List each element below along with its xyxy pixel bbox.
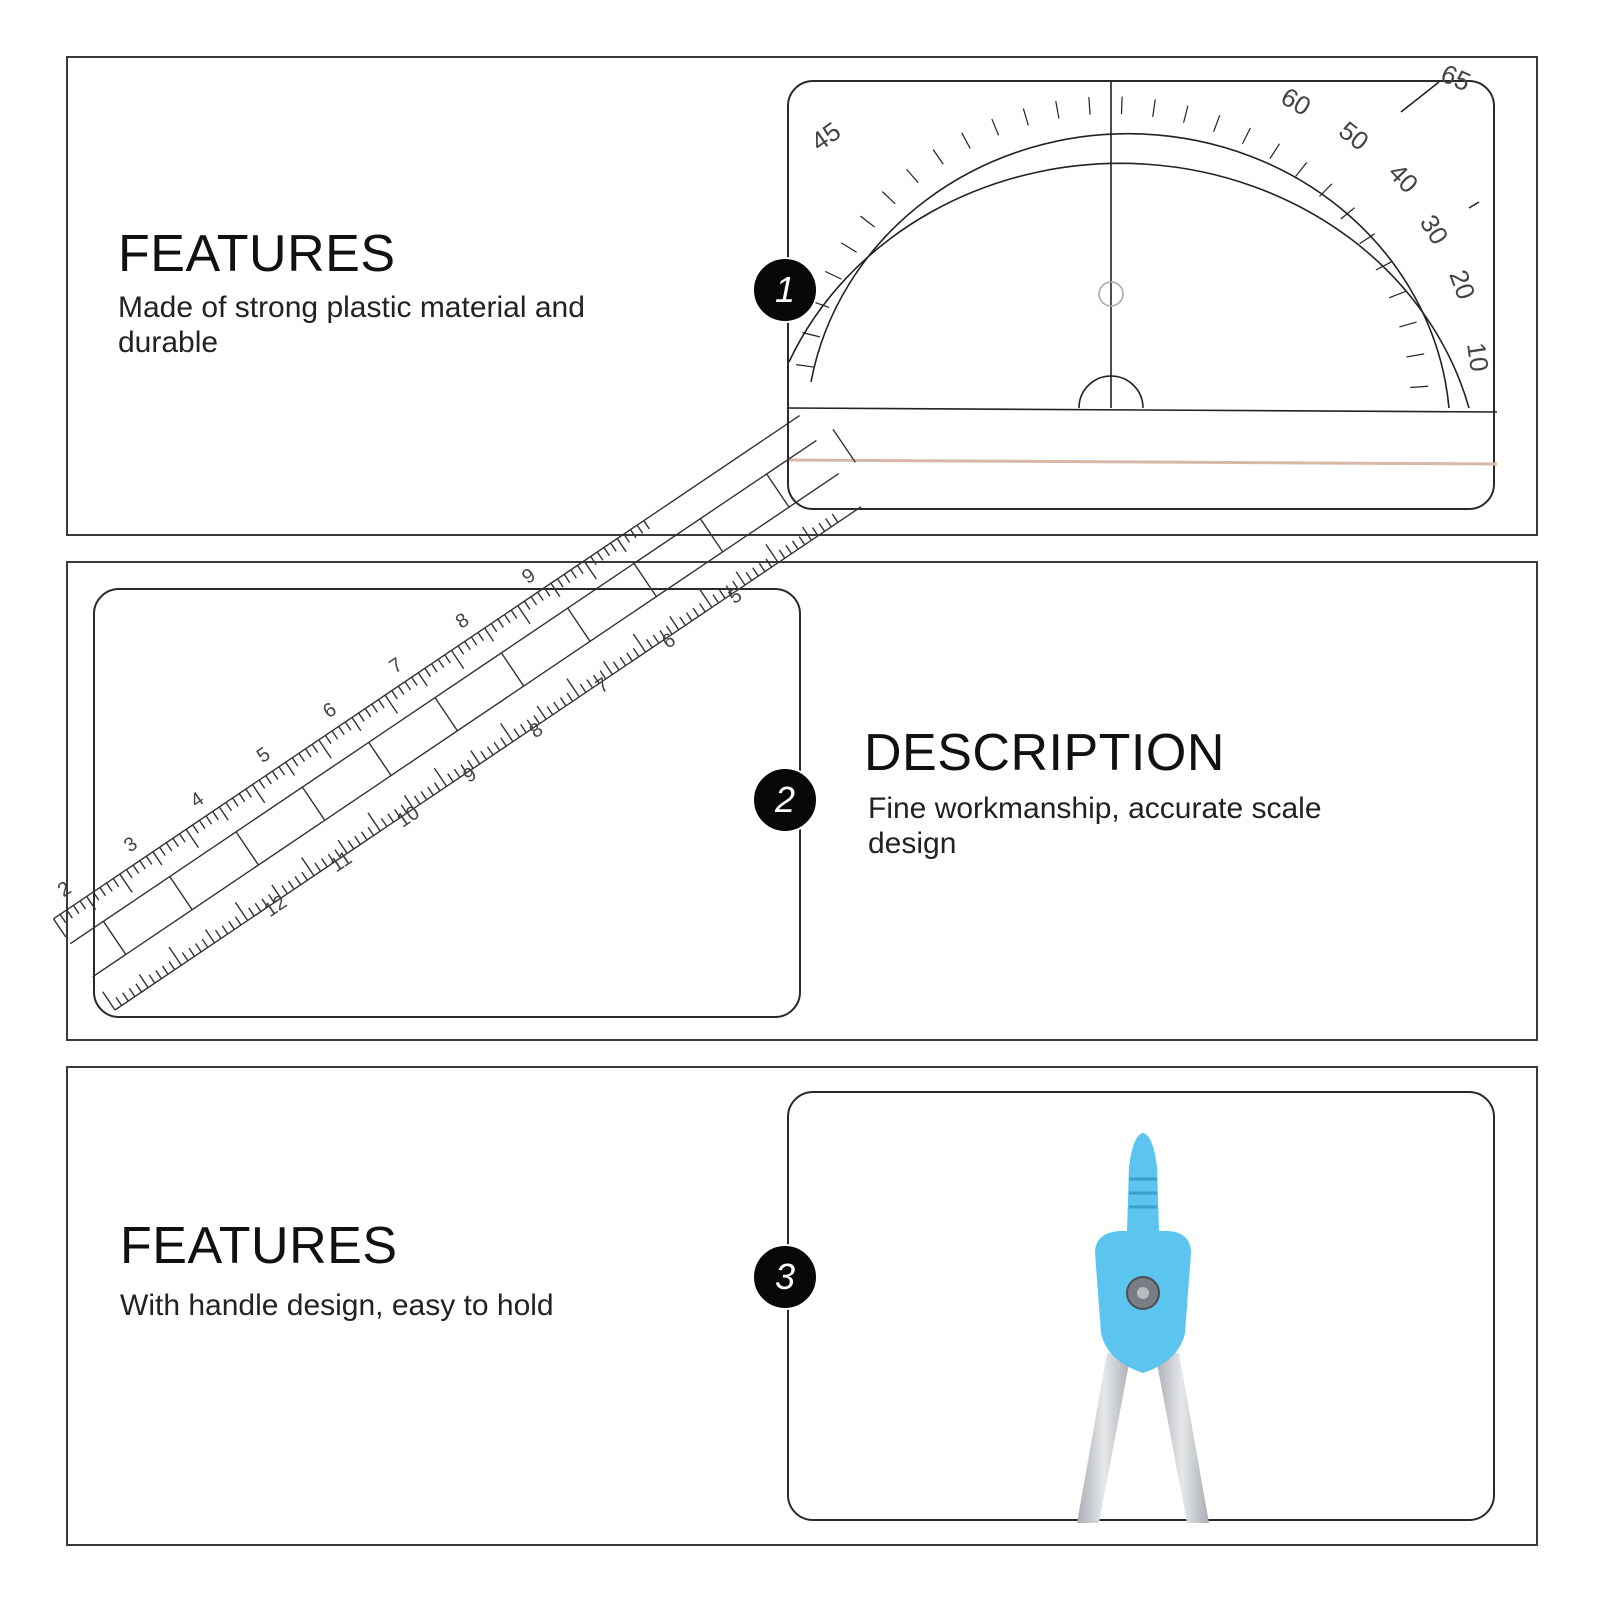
- ruler-tick-bottom: [613, 662, 619, 670]
- step-badge-3: 3: [752, 1244, 818, 1310]
- ruler-tick-bottom: [481, 751, 487, 759]
- ruler-tick-bottom: [514, 729, 520, 737]
- protractor-tick: [1184, 106, 1188, 123]
- ruler-tick-top: [392, 691, 398, 699]
- protractor-tick: [1089, 97, 1090, 115]
- ruler-tick-top: [113, 879, 119, 887]
- ruler-tick-top: [339, 726, 345, 734]
- ruler-tick-bottom: [123, 993, 129, 1001]
- protractor-base-line: [789, 408, 1497, 412]
- ruler-tick-bottom: [302, 872, 308, 880]
- ruler-tick-bottom: [169, 947, 181, 965]
- ruler-tick-bottom: [169, 961, 175, 969]
- protractor-label-40: 40: [1382, 157, 1425, 199]
- ruler-tick-top: [133, 865, 139, 873]
- ruler-tick-bottom: [156, 970, 162, 978]
- ruler-tick-top: [332, 731, 338, 739]
- protractor-label-60: 60: [1276, 81, 1317, 122]
- ruler-tick-bottom: [235, 917, 241, 925]
- ruler-tick-top: [186, 829, 198, 847]
- ruler-tick-top: [292, 758, 298, 766]
- ruler-tick-bottom: [139, 974, 148, 987]
- ruler-tick-top: [100, 887, 106, 895]
- ruler-tick-top: [352, 717, 361, 730]
- ruler-tick-bottom: [713, 595, 719, 603]
- ruler-tick-top: [418, 673, 427, 686]
- ruler-tick-bottom: [355, 836, 361, 844]
- ruler-box-divider: [568, 608, 590, 641]
- ruler-tick-top: [246, 789, 252, 797]
- ruler-tick-top: [617, 539, 626, 552]
- ruler-lower-10: 10: [392, 801, 424, 833]
- panel-1-heading: FEATURES: [118, 225, 396, 283]
- ruler-tick-top: [571, 570, 577, 578]
- ruler-tick-top: [471, 637, 477, 645]
- ruler-tick-bottom: [633, 634, 645, 652]
- ruler-tick-top: [126, 870, 132, 878]
- ruler-tick-bottom: [103, 992, 115, 1010]
- ruler-tick-bottom: [501, 738, 507, 746]
- ruler-tick-top: [213, 811, 219, 819]
- ruler-box-divider: [435, 698, 457, 731]
- ruler-tick-bottom: [766, 559, 772, 567]
- ruler-tick-bottom: [793, 541, 799, 549]
- ruler-tick-top: [199, 820, 205, 828]
- ruler-tick-bottom: [368, 827, 374, 835]
- ruler-tick-top: [412, 677, 418, 685]
- ruler-tick-top: [107, 883, 113, 891]
- ruler-tick-bottom: [361, 832, 367, 840]
- protractor-tick: [933, 150, 943, 165]
- ruler-tick-top: [53, 919, 65, 937]
- ruler-tick-top: [398, 686, 404, 694]
- ruler-tick-top: [286, 762, 295, 775]
- ruler-tick-top: [180, 834, 186, 842]
- protractor-image: [787, 58, 1495, 510]
- ruler-tick-top: [219, 807, 228, 820]
- ruler-tick-top: [146, 856, 152, 864]
- ruler-tick-bottom: [189, 948, 195, 956]
- ruler-tick-top: [173, 838, 179, 846]
- ruler-tick-top: [312, 744, 318, 752]
- ruler-tick-top: [538, 592, 544, 600]
- protractor-label-30: 30: [1413, 209, 1455, 250]
- ruler-num-5: 5: [252, 743, 275, 768]
- ruler-tick-top: [518, 606, 530, 624]
- ruler-tick-top: [80, 901, 86, 909]
- ruler-tick-top: [405, 682, 411, 690]
- protractor-tick: [1410, 386, 1428, 387]
- ruler-tick-top: [272, 771, 278, 779]
- ruler-tick-top: [577, 565, 583, 573]
- ruler-tick-bottom: [501, 723, 513, 741]
- ruler-tick-top: [266, 776, 272, 784]
- ruler-tick-top: [378, 700, 384, 708]
- compass-leg-left: [1077, 1353, 1131, 1523]
- ruler-tick-bottom: [434, 783, 440, 791]
- protractor-tick: [1023, 108, 1028, 125]
- ruler-tick-top: [60, 914, 66, 922]
- protractor-tick: [1153, 99, 1156, 116]
- ruler-tick-top: [372, 704, 378, 712]
- ruler-tick-bottom: [421, 791, 427, 799]
- ruler-tick-top: [491, 624, 497, 632]
- ruler-tick-top: [385, 695, 397, 713]
- ruler-tick-bottom: [494, 742, 500, 750]
- ruler-tick-bottom: [736, 572, 745, 585]
- ruler-tick-bottom: [627, 653, 633, 661]
- ruler-lower-9: 9: [459, 763, 481, 788]
- ruler-tick-top: [584, 561, 596, 579]
- ruler-tick-bottom: [487, 747, 493, 755]
- ruler-tick-bottom: [759, 563, 765, 571]
- ruler-tick-bottom: [129, 988, 135, 996]
- protractor-tick: [1056, 101, 1059, 118]
- ruler-tick-bottom: [149, 975, 155, 983]
- ruler-tick-bottom: [282, 885, 288, 893]
- ruler-tick-top: [345, 722, 351, 730]
- protractor-tick: [1319, 184, 1332, 197]
- ruler-tick-bottom: [216, 930, 222, 938]
- ruler-tick-bottom: [428, 787, 434, 795]
- ruler-tick-top: [252, 785, 264, 803]
- protractor-inner-arc: [811, 134, 1449, 408]
- ruler-tick-top: [465, 641, 471, 649]
- ruler-box-divider: [236, 832, 258, 865]
- ruler-tick-top: [445, 655, 451, 663]
- ruler-tick-bottom: [202, 939, 208, 947]
- protractor-tick: [1399, 322, 1416, 327]
- ruler-tick-top: [306, 749, 312, 757]
- ruler-ticks-top: [53, 521, 656, 937]
- ruler-num-4: 4: [186, 787, 209, 813]
- feature-panel-2: [53, 561, 1538, 1041]
- ruler-tick-bottom: [348, 841, 354, 849]
- ruler-num-3: 3: [120, 832, 142, 858]
- ruler-tick-bottom: [633, 648, 639, 656]
- protractor-tick: [907, 169, 919, 183]
- ruler-tick-top: [478, 632, 484, 640]
- panel-3-heading: FEATURES: [120, 1217, 398, 1275]
- ruler-box-divider: [170, 877, 192, 910]
- panel-2-text: Fine workmanship, accurate scale design: [868, 792, 1322, 860]
- ruler-tick-bottom: [315, 863, 321, 871]
- ruler-tick-top: [604, 548, 610, 556]
- ruler-tick-bottom: [288, 881, 294, 889]
- ruler-tick-top: [140, 861, 146, 869]
- ruler-tick-bottom: [680, 617, 686, 625]
- ruler-tick-top: [504, 615, 510, 623]
- ruler-tick-bottom: [368, 813, 380, 831]
- ruler-tick-bottom: [620, 657, 626, 665]
- ruler-tick-top: [432, 664, 438, 672]
- ruler-tick-top: [67, 910, 73, 918]
- ruler-tick-top: [93, 892, 99, 900]
- ruler-tick-top: [325, 735, 331, 743]
- protractor-label-45: 45: [805, 115, 847, 157]
- protractor-label-10: 10: [1461, 340, 1495, 374]
- protractor-tick: [882, 192, 895, 204]
- ruler-box-divider: [103, 921, 125, 954]
- panel-2-heading: DESCRIPTION: [864, 724, 1225, 782]
- ruler-tick-bottom: [136, 984, 142, 992]
- ruler-tick-bottom: [603, 661, 612, 674]
- ruler-tick-top: [591, 556, 597, 564]
- ruler-tick-bottom: [766, 544, 778, 562]
- protractor-tick: [1243, 128, 1251, 144]
- protractor-tick: [1296, 162, 1307, 176]
- ruler-num-8: 8: [451, 608, 474, 634]
- ruler-tick-bottom: [249, 908, 255, 916]
- ruler-num-7: 7: [385, 653, 407, 679]
- ruler-box-divider: [369, 742, 391, 775]
- ruler-tick-bottom: [196, 944, 202, 952]
- ruler-tick-bottom: [547, 706, 553, 714]
- protractor-tick: [841, 243, 856, 252]
- ruler-tick-top: [365, 709, 371, 717]
- ruler-tick-bottom: [229, 921, 235, 929]
- ruler-tick-bottom: [560, 698, 566, 706]
- ruler-tick-top: [498, 619, 504, 627]
- ruler-tick-bottom: [746, 572, 752, 580]
- ruler-tick-bottom: [222, 926, 228, 934]
- ruler-tick-bottom: [182, 953, 188, 961]
- ruler-lower-11: 11: [326, 847, 357, 878]
- ruler-tick-bottom: [162, 966, 168, 974]
- ruler-lower-6: 6: [658, 628, 680, 654]
- protractor-tick: [1121, 97, 1122, 115]
- ruler-tick-top: [551, 583, 560, 596]
- ruler-tick-top: [597, 552, 603, 560]
- panel-1-text: Made of strong plastic material and durable: [118, 291, 585, 359]
- ruler-box-divider: [302, 787, 324, 820]
- ruler-tick-bottom: [567, 693, 573, 701]
- protractor-label-20: 20: [1443, 265, 1482, 304]
- protractor-label-50: 50: [1333, 115, 1375, 157]
- ruler-tick-top: [531, 597, 537, 605]
- ruler-tick-top: [279, 767, 285, 775]
- ruler-tick-bottom: [116, 997, 122, 1005]
- ruler-tick-bottom: [700, 589, 712, 607]
- compass-handle: [1127, 1133, 1159, 1231]
- ruler-tick-top: [193, 825, 199, 833]
- ruler-tick-top: [438, 659, 444, 667]
- ruler-tick-bottom: [448, 774, 454, 782]
- protractor-tick: [1389, 291, 1406, 298]
- ruler-tick-bottom: [686, 613, 692, 621]
- ruler-tick-bottom: [414, 796, 420, 804]
- ruler-tick-top: [458, 646, 464, 654]
- ruler-tick-top: [160, 847, 166, 855]
- ruler-illustration: [53, 564, 803, 1020]
- ruler-lower-8: 8: [525, 718, 548, 743]
- protractor-tick: [1214, 115, 1220, 132]
- ruler-tick-top: [299, 753, 305, 761]
- ruler-lower-7: 7: [591, 673, 614, 699]
- ruler-tick-top: [564, 574, 570, 582]
- ruler-tick-top: [153, 852, 162, 865]
- feature-panel-3: [66, 1066, 1538, 1546]
- ruler-tick-bottom: [206, 930, 215, 943]
- ruler-tick-top: [511, 610, 517, 618]
- ruler-tick-top: [319, 740, 331, 758]
- ruler-tick-bottom: [700, 604, 706, 612]
- ruler-tick-top: [87, 896, 96, 909]
- protractor-tick: [1270, 144, 1280, 159]
- protractor-tick: [860, 216, 874, 227]
- ruler-tick-bottom: [471, 751, 480, 764]
- ruler-tick-bottom: [567, 679, 579, 697]
- ruler-tick-bottom: [670, 616, 679, 629]
- ruler-lower-12: 12: [260, 891, 292, 922]
- ruler-tick-bottom: [381, 818, 387, 826]
- ruler-tick-bottom: [434, 768, 446, 786]
- ruler-tick-bottom: [295, 876, 301, 884]
- compass-image: [787, 1091, 1495, 1521]
- ruler-tick-top: [73, 905, 79, 913]
- protractor-label-65: 65: [1436, 58, 1476, 98]
- ruler-tick-top: [558, 579, 564, 587]
- ruler-tick-top: [239, 794, 245, 802]
- ruler-tick-bottom: [753, 568, 759, 576]
- ruler-tick-top: [451, 650, 463, 668]
- ruler-tick-bottom: [779, 550, 785, 558]
- compass-illustration: [789, 1093, 1497, 1523]
- step-badge-2: 2: [752, 767, 818, 833]
- ruler-tick-top: [120, 874, 132, 892]
- ruler-tick-top: [524, 601, 530, 609]
- protractor-tick: [825, 271, 841, 279]
- ruler-lower-5: 5: [724, 584, 747, 609]
- step-badge-1: 1: [752, 257, 818, 323]
- protractor-bottom-edge: [789, 460, 1497, 464]
- ruler-num-2: 2: [53, 877, 76, 902]
- ruler-tick-bottom: [693, 608, 699, 616]
- compass-leg-right: [1155, 1353, 1209, 1523]
- ruler-tick-top: [226, 802, 232, 810]
- protractor-illustration: [789, 58, 1497, 512]
- ruler-num-6: 6: [319, 698, 341, 723]
- ruler-tick-bottom: [302, 858, 314, 876]
- ruler-tick-top: [611, 543, 617, 551]
- ruler-box-divider: [501, 653, 523, 686]
- ruler-tick-top: [359, 713, 365, 721]
- protractor-tick: [962, 133, 970, 149]
- protractor-tick: [802, 333, 819, 337]
- ruler-image: [53, 564, 801, 1018]
- ruler-tick-bottom: [554, 702, 560, 710]
- ruler-box-divider: [634, 563, 656, 596]
- ruler-tick-top: [166, 843, 172, 851]
- ruler-tick-bottom: [799, 536, 805, 544]
- feature-panel-1: [66, 56, 1538, 536]
- ruler-tick-bottom: [647, 639, 653, 647]
- protractor-ticks: [796, 97, 1428, 388]
- ruler-tick-top: [259, 780, 265, 788]
- ruler-tick-bottom: [537, 706, 546, 719]
- protractor-tick: [1406, 354, 1424, 357]
- ruler-tick-top: [425, 668, 431, 676]
- ruler-tick-bottom: [580, 684, 586, 692]
- ruler-tick-bottom: [786, 545, 792, 553]
- protractor-tick: [992, 119, 999, 135]
- ruler-tick-top: [233, 798, 239, 806]
- protractor-tick: [796, 365, 814, 367]
- ruler-tick-top: [485, 628, 494, 641]
- ruler-tick-top: [206, 816, 212, 824]
- panel-3-text: With handle design, easy to hold: [120, 1289, 554, 1322]
- ruler-num-9: 9: [518, 564, 540, 589]
- ruler-ticks-bottom: [103, 504, 838, 1010]
- ruler-tick-bottom: [235, 902, 247, 920]
- ruler-tick-top: [544, 588, 550, 596]
